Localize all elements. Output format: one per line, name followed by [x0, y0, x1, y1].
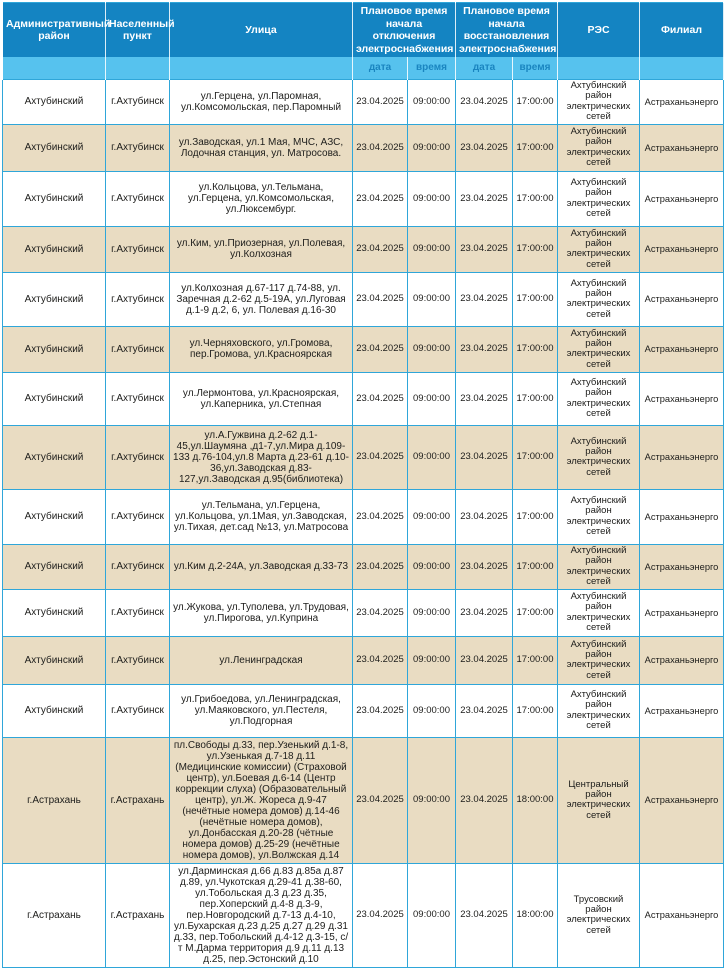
cell-street: ул.А.Гужвина д.2-62 д.1-45,ул.Шаумяна ,д1-7,ул.Мира д.109-133 д.76-104,ул.8 Марта д.23-61 д.10-36,ул.Заводская д.83-127,ул.Заводская д.95(библиотека) [170, 425, 353, 489]
cell-district: г.Астрахань [3, 737, 106, 863]
cell-settlement: г.Ахтубинск [106, 489, 170, 544]
cell-off-date: 23.04.2025 [353, 489, 408, 544]
cell-off-time: 09:00:00 [408, 124, 456, 171]
cell-res: Ахтубинский район электрических сетей [558, 489, 640, 544]
cell-on-time: 17:00:00 [513, 489, 558, 544]
cell-street: пл.Свободы д.33, пер.Узенький д.1-8, ул.Узенькая д.7-18 д.11 (Медицинские комиссии) (Страховой центр), ул.Боевая д.6-14 (Центр коррекции слуха) (Образовательный центр), ул.Ж. Жореса д.9-47 (нечётные номера домов) д.14-46 (нечётные номера домов), ул.Донбасская д.20-28 (чётные номера домов) д.25-29 (нечётные номера домов), ул.Волжская д.14 [170, 737, 353, 863]
col-header-branch: Филиал [640, 3, 724, 58]
cell-on-time: 17:00:00 [513, 171, 558, 226]
cell-off-date: 23.04.2025 [353, 589, 408, 636]
cell-settlement: г.Ахтубинск [106, 425, 170, 489]
table-row [3, 372, 724, 425]
cell-branch: Астраханьэнерго [640, 372, 724, 425]
table-row [3, 737, 724, 863]
cell-branch: Астраханьэнерго [640, 684, 724, 737]
cell-branch: Астраханьэнерго [640, 326, 724, 372]
table-row [3, 425, 724, 489]
cell-street: ул.Тельмана, ул.Герцена, ул.Кольцова, ул.1Мая, ул.Заводская, ул.Тихая, дет.сад №13, ул.Матросова [170, 489, 353, 544]
cell-on-time: 17:00:00 [513, 124, 558, 171]
cell-settlement: г.Ахтубинск [106, 272, 170, 326]
cell-district: г.Астрахань [3, 863, 106, 967]
cell-district: Ахтубинский [3, 226, 106, 272]
cell-on-date: 23.04.2025 [456, 684, 513, 737]
cell-street: ул.Грибоедова, ул.Ленинградская, ул.Маяковского, ул.Пестеля, ул.Подгорная [170, 684, 353, 737]
cell-on-time: 17:00:00 [513, 79, 558, 124]
cell-branch: Астраханьэнерго [640, 79, 724, 124]
table-row [3, 589, 724, 636]
cell-off-date: 23.04.2025 [353, 684, 408, 737]
cell-on-date: 23.04.2025 [456, 425, 513, 489]
cell-settlement: г.Ахтубинск [106, 226, 170, 272]
cell-res: Трусовский район электрических сетей [558, 863, 640, 967]
cell-street: ул.Ким д.2-24А, ул.Заводская д.33-73 [170, 544, 353, 589]
cell-district: Ахтубинский [3, 372, 106, 425]
cell-off-date: 23.04.2025 [353, 124, 408, 171]
cell-branch: Астраханьэнерго [640, 272, 724, 326]
cell-settlement: г.Ахтубинск [106, 544, 170, 589]
cell-on-date: 23.04.2025 [456, 171, 513, 226]
table-row [3, 863, 724, 967]
cell-off-time: 09:00:00 [408, 326, 456, 372]
cell-res: Ахтубинский район электрических сетей [558, 171, 640, 226]
cell-off-time: 09:00:00 [408, 489, 456, 544]
table-header [3, 3, 724, 80]
col-header-restore: Плановое время начала восстановления электроснабжения [456, 3, 558, 58]
cell-settlement: г.Ахтубинск [106, 684, 170, 737]
cell-district: Ахтубинский [3, 124, 106, 171]
subheader-empty [3, 57, 106, 79]
cell-off-time: 09:00:00 [408, 684, 456, 737]
table-row [3, 684, 724, 737]
cell-district: Ахтубинский [3, 589, 106, 636]
table-row [3, 544, 724, 589]
col-header-settlement: Населенный пункт [106, 3, 170, 58]
table-row [3, 636, 724, 684]
cell-on-date: 23.04.2025 [456, 79, 513, 124]
cell-on-date: 23.04.2025 [456, 489, 513, 544]
cell-branch: Астраханьэнерго [640, 425, 724, 489]
col-header-outage: Плановое время начала отключения электроснабжения [353, 3, 456, 58]
cell-branch: Астраханьэнерго [640, 737, 724, 863]
table-row [3, 489, 724, 544]
cell-off-time: 09:00:00 [408, 589, 456, 636]
cell-on-date: 23.04.2025 [456, 544, 513, 589]
cell-district: Ахтубинский [3, 684, 106, 737]
cell-district: Ахтубинский [3, 326, 106, 372]
cell-off-date: 23.04.2025 [353, 737, 408, 863]
cell-off-time: 09:00:00 [408, 226, 456, 272]
cell-on-date: 23.04.2025 [456, 636, 513, 684]
subheader-outage-date: дата [353, 57, 408, 79]
cell-settlement: г.Астрахань [106, 737, 170, 863]
cell-on-date: 23.04.2025 [456, 226, 513, 272]
cell-settlement: г.Ахтубинск [106, 372, 170, 425]
cell-street: ул.Кольцова, ул.Тельмана, ул.Герцена, ул.Комсомольская, ул.Люксембург. [170, 171, 353, 226]
table-row [3, 272, 724, 326]
cell-on-time: 18:00:00 [513, 737, 558, 863]
subheader-restore-date: дата [456, 57, 513, 79]
cell-on-date: 23.04.2025 [456, 326, 513, 372]
cell-off-time: 09:00:00 [408, 272, 456, 326]
cell-on-date: 23.04.2025 [456, 372, 513, 425]
cell-branch: Астраханьэнерго [640, 863, 724, 967]
cell-on-date: 23.04.2025 [456, 589, 513, 636]
cell-branch: Астраханьэнерго [640, 489, 724, 544]
outage-schedule-table [2, 2, 724, 968]
cell-street: ул.Заводская, ул.1 Мая, МЧС, АЗС, Лодочная станция, ул. Матросова. [170, 124, 353, 171]
subheader-empty [558, 57, 640, 79]
cell-off-date: 23.04.2025 [353, 272, 408, 326]
cell-off-date: 23.04.2025 [353, 171, 408, 226]
cell-on-time: 17:00:00 [513, 226, 558, 272]
subheader-empty [640, 57, 724, 79]
cell-street: ул.Лермонтова, ул.Красноярская, ул.Каперника, ул.Степная [170, 372, 353, 425]
cell-on-time: 17:00:00 [513, 544, 558, 589]
cell-res: Ахтубинский район электрических сетей [558, 79, 640, 124]
cell-off-time: 09:00:00 [408, 79, 456, 124]
cell-street: ул.Ленинградская [170, 636, 353, 684]
cell-district: Ахтубинский [3, 171, 106, 226]
cell-on-time: 17:00:00 [513, 636, 558, 684]
cell-off-date: 23.04.2025 [353, 863, 408, 967]
col-header-street: Улица [170, 3, 353, 58]
cell-branch: Астраханьэнерго [640, 124, 724, 171]
cell-off-date: 23.04.2025 [353, 372, 408, 425]
cell-res: Ахтубинский район электрических сетей [558, 372, 640, 425]
cell-on-time: 17:00:00 [513, 372, 558, 425]
cell-district: Ахтубинский [3, 425, 106, 489]
cell-district: Ахтубинский [3, 489, 106, 544]
cell-on-date: 23.04.2025 [456, 272, 513, 326]
cell-off-date: 23.04.2025 [353, 636, 408, 684]
cell-off-date: 23.04.2025 [353, 226, 408, 272]
cell-off-date: 23.04.2025 [353, 79, 408, 124]
cell-district: Ахтубинский [3, 544, 106, 589]
cell-on-time: 18:00:00 [513, 863, 558, 967]
cell-settlement: г.Ахтубинск [106, 171, 170, 226]
cell-off-date: 23.04.2025 [353, 425, 408, 489]
subheader-empty [170, 57, 353, 79]
cell-off-time: 09:00:00 [408, 171, 456, 226]
cell-on-time: 17:00:00 [513, 326, 558, 372]
cell-branch: Астраханьэнерго [640, 171, 724, 226]
cell-street: ул.Ким, ул.Приозерная, ул.Полевая, ул.Колхозная [170, 226, 353, 272]
cell-street: ул.Герцена, ул.Паромная, ул.Комсомольская, пер.Паромный [170, 79, 353, 124]
cell-on-date: 23.04.2025 [456, 737, 513, 863]
table-row [3, 124, 724, 171]
cell-settlement: г.Ахтубинск [106, 124, 170, 171]
cell-off-time: 09:00:00 [408, 863, 456, 967]
cell-settlement: г.Ахтубинск [106, 326, 170, 372]
cell-street: ул.Черняховского, ул.Громова, пер.Громова, ул.Красноярская [170, 326, 353, 372]
table-row [3, 171, 724, 226]
cell-street: ул.Дарминская д.66 д.83 д.85а д.87 д.89, ул.Чукотская д.29-41 д.38-60, ул.Тобольская д.3 д.23 д.35, пер.Хоперский д.4-8 д.3-9, пер.Новгородский д.7-13 д.4-10, ул.Бухарская д.23 д.25 д.27 д.29 д.31 д.33, пер.Тобольский д.4-12 д.3-15, с/т М.Дарма территория д.9 д.11 д.13 д.25, пер.Эстонский д.10 [170, 863, 353, 967]
cell-street: ул.Колхозная д.67-117 д.74-88, ул. Заречная д.2-62 д.5-19А, ул.Луговая д.1-9 д.2, 6, ул. Полевая д.16-30 [170, 272, 353, 326]
cell-branch: Астраханьэнерго [640, 544, 724, 589]
cell-res: Ахтубинский район электрических сетей [558, 425, 640, 489]
cell-branch: Астраханьэнерго [640, 589, 724, 636]
subheader-row [3, 57, 724, 79]
cell-res: Ахтубинский район электрических сетей [558, 544, 640, 589]
table-row [3, 326, 724, 372]
cell-off-time: 09:00:00 [408, 737, 456, 863]
cell-res: Ахтубинский район электрических сетей [558, 272, 640, 326]
cell-res: Ахтубинский район электрических сетей [558, 124, 640, 171]
cell-off-time: 09:00:00 [408, 425, 456, 489]
cell-district: Ахтубинский [3, 272, 106, 326]
cell-off-date: 23.04.2025 [353, 544, 408, 589]
header-row [3, 3, 724, 58]
subheader-empty [106, 57, 170, 79]
col-header-district: Административный район [3, 3, 106, 58]
cell-off-time: 09:00:00 [408, 544, 456, 589]
cell-res: Центральный район электрических сетей [558, 737, 640, 863]
cell-on-date: 23.04.2025 [456, 863, 513, 967]
cell-res: Ахтубинский район электрических сетей [558, 326, 640, 372]
cell-district: Ахтубинский [3, 636, 106, 684]
table-row [3, 79, 724, 124]
cell-off-time: 09:00:00 [408, 636, 456, 684]
cell-settlement: г.Ахтубинск [106, 636, 170, 684]
cell-street: ул.Жукова, ул.Туполева, ул.Трудовая, ул.Пирогова, ул.Куприна [170, 589, 353, 636]
cell-branch: Астраханьэнерго [640, 636, 724, 684]
cell-on-time: 17:00:00 [513, 272, 558, 326]
cell-on-time: 17:00:00 [513, 684, 558, 737]
cell-district: Ахтубинский [3, 79, 106, 124]
cell-on-date: 23.04.2025 [456, 124, 513, 171]
cell-settlement: г.Ахтубинск [106, 589, 170, 636]
cell-on-time: 17:00:00 [513, 425, 558, 489]
col-header-res: РЭС [558, 3, 640, 58]
table-row [3, 226, 724, 272]
cell-res: Ахтубинский район электрических сетей [558, 636, 640, 684]
subheader-outage-time: время [408, 57, 456, 79]
cell-res: Ахтубинский район электрических сетей [558, 684, 640, 737]
table-body [3, 79, 724, 967]
cell-res: Ахтубинский район электрических сетей [558, 589, 640, 636]
cell-settlement: г.Астрахань [106, 863, 170, 967]
cell-res: Ахтубинский район электрических сетей [558, 226, 640, 272]
cell-on-time: 17:00:00 [513, 589, 558, 636]
cell-off-time: 09:00:00 [408, 372, 456, 425]
cell-branch: Астраханьэнерго [640, 226, 724, 272]
subheader-restore-time: время [513, 57, 558, 79]
cell-off-date: 23.04.2025 [353, 326, 408, 372]
cell-settlement: г.Ахтубинск [106, 79, 170, 124]
